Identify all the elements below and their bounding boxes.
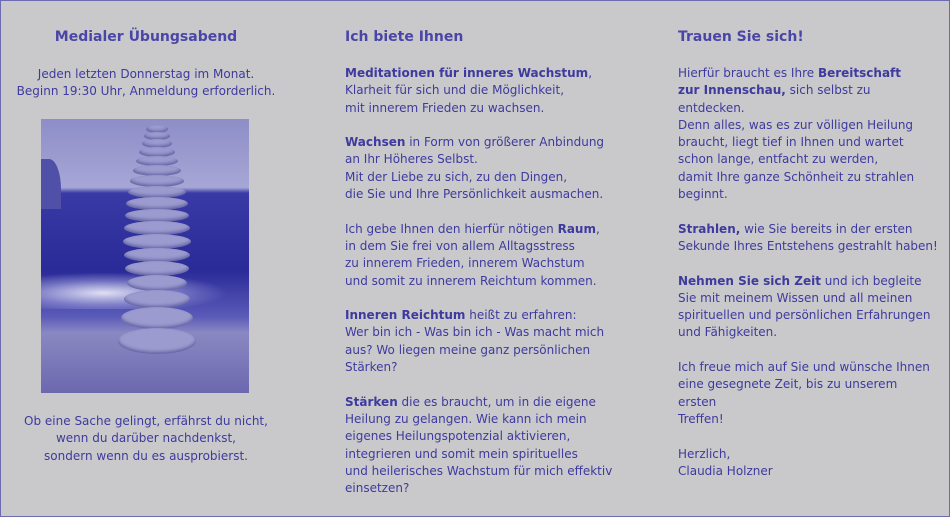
text: Hierfür braucht es Ihre [678, 66, 818, 80]
emphasis: zur Innenschau, [678, 83, 786, 98]
text: , in dem Sie frei von allem Alltagsstress zu innerem Frieden, innerem Wachstum und somit zu innerem Reichtum kommen. [345, 221, 600, 288]
text: heißt zu erfahren: Wer bin ich - Was bin ich - Was macht mich aus? Wo liegen meine ganz persönlichen Stärken? [345, 308, 605, 375]
emphasis: Meditationen für inneres Wachstum [345, 66, 589, 80]
quote-line: wenn du darüber nachdenkst, [55, 431, 236, 446]
stone [125, 261, 189, 276]
paragraph [345, 221, 625, 290]
emphasis: Wachsen [345, 135, 406, 150]
offer-title: Ich biete Ihnen [345, 29, 464, 45]
paragraph: Ich freue mich auf Sie und wünsche Ihnen eine gesegnete Zeit, bis zu unserem ersten Treffen! [678, 360, 930, 426]
paragraph [345, 307, 625, 376]
quote-line: sondern wenn du es ausprobierst. [44, 448, 248, 463]
text: , Klarheit für sich und die Möglichkeit, mit innerem Frieden zu wachsen. [345, 66, 593, 115]
emphasis: Bereitschaft [817, 66, 901, 80]
text: Ich gebe Ihnen den hierfür nötigen [345, 221, 558, 236]
paragraph [345, 134, 625, 203]
text: die es braucht, um in die eigene Heilung zu gelangen. Wie kann ich mein eigenes Heilungspotenzial aktivieren, integrieren und somit mein spirituelles und heilerisches Wachstum für mich effektiv einsetzen? [345, 394, 613, 496]
schedule-line: Beginn 19:30 Uhr, Anmeldung erforderlich. [16, 84, 276, 99]
paragraph [345, 65, 625, 117]
emphasis: Nehmen Sie sich Zeit [678, 273, 821, 288]
emphasis: Raum [557, 221, 596, 236]
paragraph [678, 273, 938, 342]
invite-body [678, 65, 938, 480]
schedule-line: Jeden letzten Donnerstag im Monat. [37, 67, 255, 81]
text: und ich begleite Sie mit meinem Wissen und all meinen spirituellen und persönlichen Erfahrungen und Fähigkeiten. [678, 273, 931, 340]
signature: Claudia Holzner [678, 463, 773, 478]
stone [124, 248, 190, 262]
stone [127, 275, 187, 291]
event-title: Medialer Übungsabend [54, 29, 238, 45]
stone [121, 307, 193, 329]
paragraph [678, 65, 938, 203]
emphasis: Strahlen, [678, 221, 741, 236]
paragraph [345, 394, 625, 498]
stone-stack-photo [41, 119, 249, 393]
closing: Herzlich, [678, 446, 731, 461]
invite-title: Trauen Sie sich! [678, 29, 804, 45]
stone [124, 290, 190, 308]
event-schedule [1, 66, 291, 101]
text: in Form von größerer Anbindung an Ihr Höheres Selbst. Mit der Liebe zu sich, zu den Dingen, die Sie und Ihre Persönlichkeit ausmachen. [345, 135, 605, 202]
offer-body [345, 65, 625, 497]
stone [123, 234, 191, 249]
text: sich selbst zu entdecken. Denn alles, was es zur völligen Heilung braucht, liegt tief in Ihnen und wartet schon lange, entfacht zu werden, damit Ihre ganze Schönheit zu strahlen beginnt. [678, 83, 915, 202]
quote [1, 413, 291, 465]
quote-line: Ob eine Sache gelingt, erfährst du nicht, [24, 414, 268, 428]
emphasis: Stärken [345, 394, 398, 409]
coast-rock [41, 159, 61, 209]
emphasis: Inneren Reichtum [345, 308, 466, 323]
text: wie Sie bereits in der ersten Sekunde Ihres Entstehens gestrahlt haben! [678, 221, 938, 253]
stone [118, 328, 196, 354]
paragraph [678, 221, 938, 256]
stone [124, 221, 190, 235]
